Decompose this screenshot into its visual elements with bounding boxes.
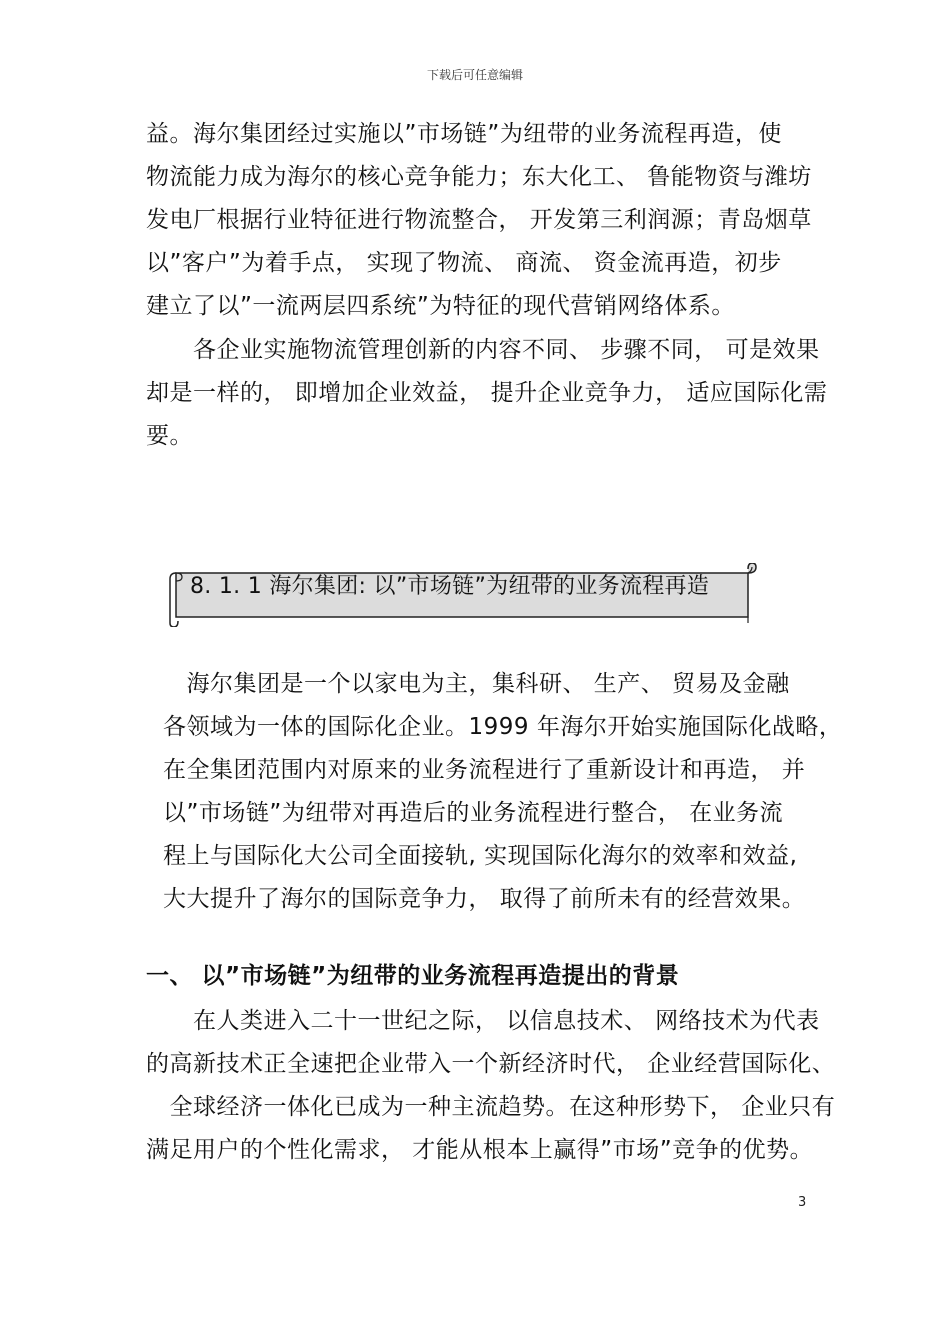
paragraph-line: 要。 [146,423,193,449]
paragraph-line: 建立了以”一流两层四系统”为特征的现代营销网络体系。 [146,293,735,319]
paragraph-line: 全球经济一体化已成为一种主流趋势。在这种形势下， 企业只有 [146,1094,836,1120]
paragraph-1 [146,113,826,328]
paragraph-line: 以”市场链”为纽带对再造后的业务流程进行整合， 在业务流 [163,800,784,826]
paragraph-line: 各领域为一体的国际化企业。1999 年海尔开始实施国际化战略， [163,714,843,740]
paragraph-line: 的高新技术正全速把企业带入一个新经济时代， 企业经营国际化、 [146,1051,836,1077]
paragraph-line: 却是一样的， 即增加企业效益， 提升企业竞争力， 适应国际化需 [146,380,828,406]
section-heading: 一、 以”市场链”为纽带的业务流程再造提出的背景 [146,963,680,989]
paragraph-line: 发电厂根据行业特征进行物流整合， 开发第三利润源；青岛烟草 [146,207,812,233]
paragraph-line: 物流能力成为海尔的核心竞争能力；东大化工、 鲁能物资与潍坊 [146,164,812,190]
section-title-scroll [168,563,758,625]
paragraph-line: 大大提升了海尔的国际竞争力， 取得了前所未有的经营效果。 [163,886,806,912]
paragraph-3 [163,663,843,921]
section-title: 8. 1. 1 海尔集团: 以”市场链”为纽带的业务流程再造 [190,574,710,599]
page-header: 下载后可任意编辑 [426,68,523,82]
paragraph-line: 程上与国际化大公司全面接轨, 实现国际化海尔的效率和效益, [163,843,798,869]
page-number: 3 [798,1195,807,1210]
paragraph-line: 在全集团范围内对原来的业务流程进行了重新设计和再造， 并 [163,757,806,783]
paragraph-line: 在人类进入二十一世纪之际， 以信息技术、 网络技术为代表 [146,1008,820,1034]
paragraph-line: 益。海尔集团经过实施以”市场链”为纽带的业务流程再造，使 [146,121,782,147]
paragraph-4 [146,1000,836,1172]
paragraph-line: 以”客户”为着手点， 实现了物流、 商流、 资金流再造，初步 [146,250,782,276]
paragraph-line: 各企业实施物流管理创新的内容不同、 步骤不同， 可是效果 [146,337,820,363]
paragraph-line: 海尔集团是一个以家电为主，集科研、 生产、 贸易及金融 [163,671,790,697]
paragraph-2 [146,329,826,458]
paragraph-line: 满足用户的个性化需求， 才能从根本上赢得”市场”竞争的优势。 [146,1137,814,1163]
